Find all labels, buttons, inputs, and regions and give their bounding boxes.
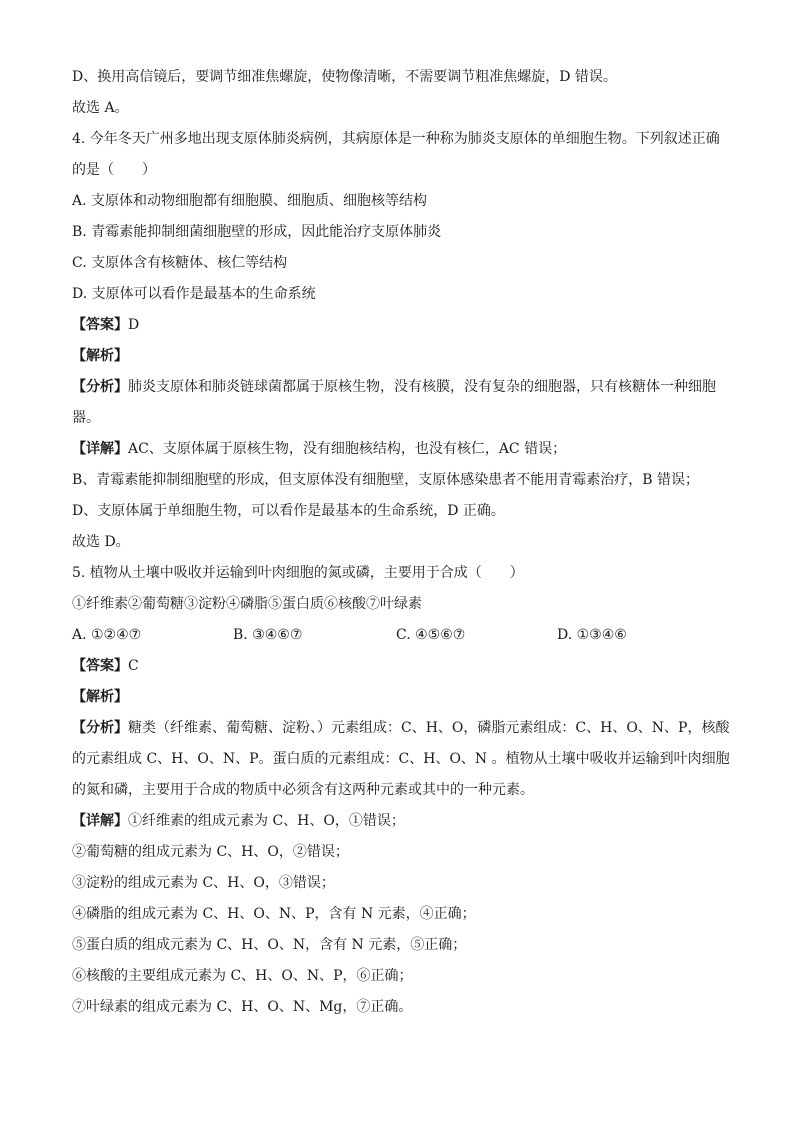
question-5-answer	[72, 651, 734, 682]
answer-tag: 【答案】	[72, 658, 128, 674]
question-5-detail-line: ③淀粉的组成元素为 C、H、O，③错误；	[72, 875, 335, 891]
question-5-option-a: A. ①②④⑦	[72, 627, 142, 643]
question-4-detail	[72, 434, 734, 465]
question-5-analysis	[72, 682, 734, 713]
question-5-options	[72, 620, 734, 651]
text-line: D、换用高信镜后，要调节细准焦螺旋，使物像清晰，不需要调节粗准焦螺旋，D 错误。	[72, 69, 617, 85]
question-5-option-b: B. ③④⑥⑦	[233, 627, 303, 643]
question-5-items: ①纤维素②葡萄糖③淀粉④磷脂⑤蛋白质⑥核酸⑦叶绿素	[72, 596, 422, 612]
question-5-stem: 5. 植物从土壤中吸收并运输到叶肉细胞的氮或磷，主要用于合成（ ）	[72, 565, 524, 581]
question-4-detail-line: D、支原体属于单细胞生物，可以看作是最基本的生命系统，D 正确。	[72, 503, 505, 519]
detail-tag: 【详解】	[72, 813, 128, 829]
question-5-detail-line: ②葡萄糖的组成元素为 C、H、O，②错误；	[72, 844, 349, 860]
detail-text: AC、支原体属于原核生物，没有细胞核结构，也没有核仁，AC 错误；	[128, 441, 567, 457]
detail-text: ①纤维素的组成元素为 C、H、O，①错误；	[128, 813, 405, 829]
question-5-option-d: D. ①③④⑥	[557, 627, 627, 643]
question-4-detail-line: B、青霉素能抑制细胞壁的形成，但支原体没有细胞壁，支原体感染患者不能用青霉素治疗，B 错误；	[72, 472, 700, 488]
question-4-stem: 4. 今年冬天广州多地出现支原体肺炎病例，其病原体是一种称为肺炎支原体的单细胞生物。下列叙述正确	[72, 131, 720, 147]
fenxi-text: 糖类（纤维素、葡萄糖、淀粉、）元素组成：C、H、O，磷脂元素组成：C、H、O、N、P，核酸	[128, 720, 730, 736]
fenxi-tag: 【分析】	[72, 720, 128, 736]
question-4-fenxi-cont: 器。	[72, 410, 100, 426]
question-4-option-a: A. 支原体和动物细胞都有细胞膜、细胞质、细胞核等结构	[72, 193, 428, 209]
question-4-answer	[72, 310, 734, 341]
fenxi-tag: 【分析】	[72, 379, 128, 395]
question-4-option-d: D. 支原体可以看作是最基本的生命系统	[72, 286, 316, 302]
question-5-fenxi-cont: 的元素组成 C、H、O、N、P。蛋白质的元素组成：C、H、O、N 。植物从土壤中吸收并运输到叶肉细胞	[72, 751, 730, 767]
detail-tag: 【详解】	[72, 441, 128, 457]
text-line: 故选 A。	[72, 100, 129, 116]
question-4-analysis	[72, 341, 734, 372]
question-5-detail-line: ④磷脂的组成元素为 C、H、O、N、P，含有 N 元素，④正确；	[72, 906, 476, 922]
question-5-option-c: C. ④⑤⑥⑦	[396, 627, 466, 643]
question-4-fenxi	[72, 372, 734, 403]
question-4-option-b: B. 青霉素能抑制细菌细胞壁的形成，因此能治疗支原体肺炎	[72, 224, 442, 240]
fenxi-text: 肺炎支原体和肺炎链球菌都属于原核生物，没有核膜，没有复杂的细胞器，只有核糖体一种细胞	[128, 379, 716, 395]
question-4-option-c: C. 支原体含有核糖体、核仁等结构	[72, 255, 288, 271]
answer-tag: 【答案】	[72, 317, 128, 333]
question-5-fenxi-cont: 的氮和磷，主要用于合成的物质中必须含有这两种元素或其中的一种元素。	[72, 782, 534, 798]
analysis-tag: 【解析】	[72, 348, 128, 364]
question-5-detail-line: ⑥核酸的主要组成元素为 C、H、O、N、P，⑥正确；	[72, 968, 413, 984]
question-5-detail-line: ⑦叶绿素的组成元素为 C、H、O、N、Mg，⑦正确。	[72, 999, 413, 1015]
answer-value: D	[128, 317, 140, 333]
answer-value: C	[128, 658, 139, 674]
question-5-detail-line: ⑤蛋白质的组成元素为 C、H、O、N，含有 N 元素，⑤正确；	[72, 937, 467, 953]
analysis-tag: 【解析】	[72, 689, 128, 705]
question-5-detail	[72, 806, 734, 837]
question-5-fenxi	[72, 713, 734, 744]
question-4-stem-cont: 的是（ ）	[72, 162, 156, 178]
question-4-conclusion: 故选 D。	[72, 534, 130, 550]
